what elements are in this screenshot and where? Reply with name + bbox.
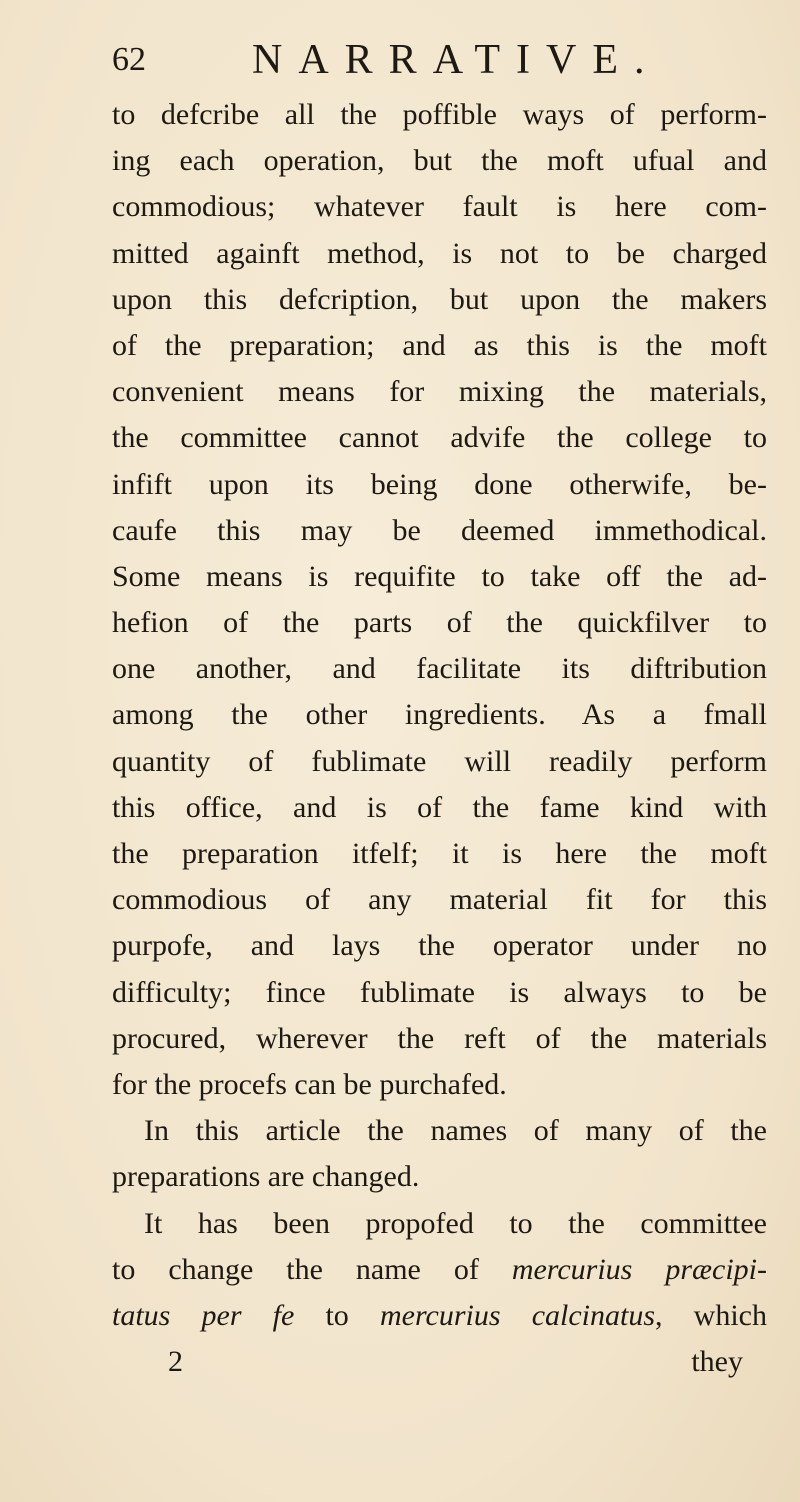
text-line [112,1247,767,1293]
text-line: mitted againft method, is not to be charged [112,236,767,270]
text-line: upon this defcription, but upon the makers [112,282,767,316]
signature-mark: 2 [168,1345,183,1379]
text-line: Some means is requifite to take off the ad- [112,559,767,593]
catchword: they [691,1345,743,1379]
page-header [112,34,712,86]
text-line: the preparation itfelf; it is here the moft [112,837,767,870]
italic-text: tatus per fe [112,1298,295,1332]
text-span: to change the name of [112,1252,512,1286]
text-line [112,1293,767,1339]
text-line: the committee cannot advife the college to [112,421,767,455]
text-line: hefion of the parts of the quickfilver to [112,606,767,640]
text-line: commodious; whatever fault is here com- [112,190,767,224]
text-line: infift upon its being done otherwife, be- [112,467,767,501]
italic-text: mercurius calcinatus [379,1298,655,1332]
text-line: difficulty; fince fublimate is always to be [112,975,767,1009]
text-line: among the other ingredients. As a fmall [112,698,767,732]
page-number: 62 [112,41,146,78]
text-line: this office, and is of the fame kind with [112,790,767,824]
text-line: quantity of fublimate will readily perform [112,744,767,778]
text-line: It has been propofed to the committee [144,1206,767,1240]
text-line: caufe this may be deemed immethodical. [112,513,767,547]
page-footer [112,1339,767,1385]
text-line: commodious of any material fit for this [112,883,767,917]
running-head: NARRATIVE. [252,37,661,83]
text-line: for the procefs can be purchafed. [112,1067,507,1101]
text-line: In this article the names of many of the [144,1114,767,1148]
text-span: to [294,1298,380,1332]
body-text [112,92,767,1385]
text-line: procured, wherever the reft of the materials [112,1021,767,1055]
text-line: to defcribe all the poffible ways of perform- [112,98,767,131]
italic-text: mercurius præcipi- [511,1252,767,1286]
text-line: ing each operation, but the moft ufual and [112,144,767,178]
text-line: of the preparation; and as this is the moft [112,328,767,362]
text-line: convenient means for mixing the materials, [112,375,767,409]
text-span: , which [655,1298,767,1332]
text-line: purpofe, and lays the operator under no [112,929,767,963]
text-line: preparations are changed. [112,1160,420,1194]
text-line: one another, and facilitate its diftribution [112,652,767,686]
